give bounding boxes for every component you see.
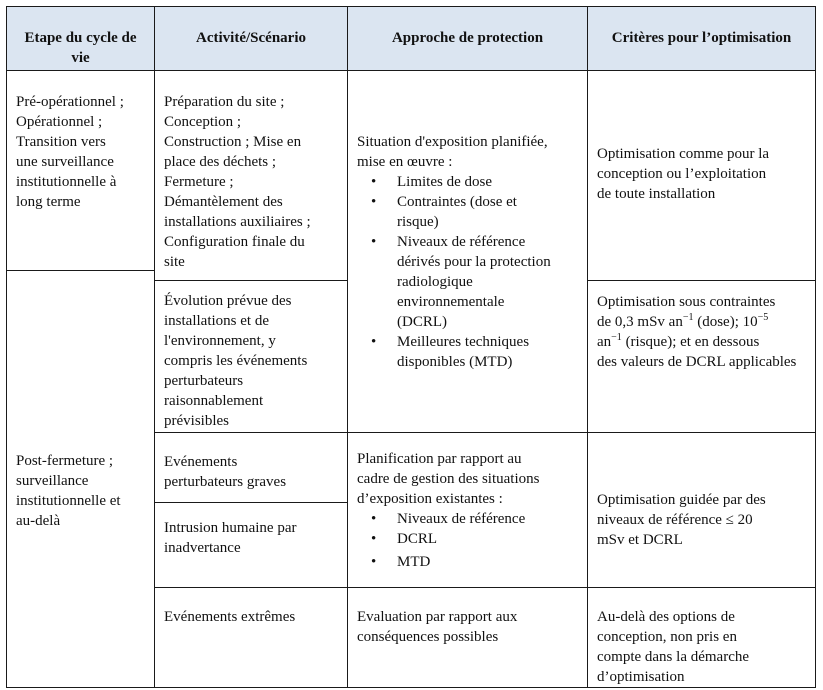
grid-line: [347, 6, 348, 688]
header-stage: Etape du cycle de vie: [24, 30, 137, 66]
approach-consequence-evaluation: Evaluation par rapport aux conséquences possibles: [357, 609, 518, 645]
grid-line: [6, 687, 816, 688]
approach-planned-exposure: Situation d'exposition planifiée, mise en œuvre : • Limites de dose • Contraintes (dose et risque) • Niveaux de référence dérivés pour la protection radiologique environnementale (DCRL) • Meilleures techniques disponibles (MTD): [357, 132, 551, 372]
grid-line: [587, 280, 816, 281]
stage-post-closure: Post-fermeture ; surveillance institutionnelle et au-delà: [16, 453, 121, 529]
grid-line: [154, 280, 348, 281]
criteria-beyond-design: Au-delà des options de conception, non pris en compte dans la démarche d’optimisation: [597, 609, 750, 685]
bullet-item: • Limites de dose: [357, 172, 551, 192]
bullet-item: • MTD: [357, 552, 539, 572]
stage-pre-closure: Pré-opérationnel ; Opérationnel ; Transition vers une surveillance institutionnelle à long terme: [16, 94, 124, 210]
activity-extreme-events: Evénements extrêmes: [164, 609, 296, 625]
activity-site-preparation: Préparation du site ; Conception ; Construction ; Mise en place des déchets ; Fermeture ; Démantèlement des installations auxiliaires ; Configuration finale du site: [164, 94, 311, 270]
grid-line: [6, 70, 816, 71]
grid-line: [6, 6, 7, 688]
approach-existing-exposure: Planification par rapport au cadre de gestion des situations d’exposition existantes : • Niveaux de référence • DCRL • MTD: [357, 449, 539, 572]
activity-expected-evolution: Évolution prévue des installations et de l'environnement, y compris les événements perturbateurs raisonnablement prévisibles: [164, 293, 308, 429]
bullet-item: • DCRL: [357, 529, 539, 549]
grid-line: [815, 6, 816, 688]
bullet-item: • Niveaux de référence: [357, 509, 539, 529]
activity-human-intrusion: Intrusion humaine par inadvertance: [164, 520, 297, 556]
bullet-item: • Meilleures techniques: [357, 332, 551, 352]
grid-line: [154, 6, 155, 688]
bullet-item: • Contraintes (dose et: [357, 192, 551, 212]
grid-line: [6, 6, 816, 7]
header-activity: Activité/Scénario: [196, 30, 306, 46]
grid-line: [154, 502, 348, 503]
grid-line: [154, 432, 816, 433]
bullet-item: • Niveaux de référence: [357, 232, 551, 252]
header-criteria: Critères pour l’optimisation: [611, 30, 792, 46]
criteria-design-operation: Optimisation comme pour la conception ou l’exploitation de toute installation: [597, 146, 770, 202]
criteria-reference-levels: Optimisation guidée par des niveaux de référence ≤ 20 mSv et DCRL: [597, 492, 766, 548]
grid-line: [6, 270, 155, 271]
activity-severe-events: Evénements perturbateurs graves: [164, 454, 287, 490]
grid-line: [154, 587, 816, 588]
grid-line: [587, 6, 588, 688]
header-approach: Approche de protection: [391, 30, 544, 46]
criteria-dose-constraints: Optimisation sous contraintes de 0,3 mSv $an^{-1}$ (dose); $10^{-5}$ $an^{-1}$ (risque); et en dessous des valeurs de DCRL applicables: [597, 294, 797, 370]
